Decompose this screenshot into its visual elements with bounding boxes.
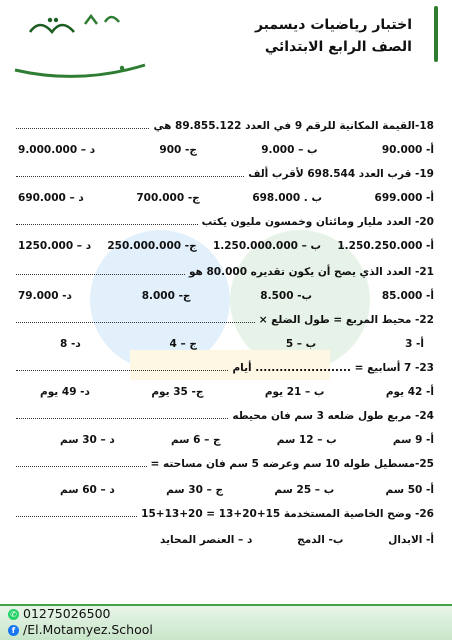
contact-info — [8, 606, 153, 638]
question-26 — [16, 508, 434, 520]
option-b: ب – 25 سم — [274, 484, 335, 496]
option-d: د – العنصر المحايد — [160, 534, 253, 546]
answer-dots — [16, 168, 244, 177]
answer-dots — [16, 458, 147, 467]
question-18 — [16, 120, 434, 132]
question-23-options — [40, 386, 434, 398]
header-accent-bar — [434, 6, 438, 62]
option-a: أ- 90.000 — [381, 144, 434, 156]
question-text: 21- العدد الذي يصح أن يكون تقديره 80.000 هو — [188, 266, 434, 278]
option-d: د – 9.000.000 — [18, 144, 96, 156]
question-22 — [16, 314, 434, 326]
question-19 — [16, 168, 434, 180]
question-26-options — [160, 534, 434, 546]
question-22-options — [60, 338, 424, 350]
option-a: أ- 85.000 — [381, 290, 434, 302]
whatsapp-icon: ✆ — [8, 609, 19, 620]
option-b: ب- 8.500 — [260, 290, 313, 302]
exam-title — [212, 14, 412, 58]
option-c: ج- 8.000 — [141, 290, 191, 302]
question-20 — [16, 216, 434, 228]
question-text: 19- قرب العدد 698.544 لأقرب ألف — [248, 168, 434, 180]
question-20-options — [18, 240, 434, 252]
option-b: ب – 21 يوم — [264, 386, 325, 398]
answer-dots — [16, 410, 228, 419]
option-b: ب . 698.000 — [252, 192, 322, 204]
option-a: أ- 50 سم — [385, 484, 434, 496]
option-c: ج- 250.000.000 — [107, 240, 197, 252]
answer-dots — [16, 216, 198, 225]
question-18-options — [18, 144, 434, 156]
option-b: ب – 1.250.000.000 — [212, 240, 322, 252]
option-c: ج – 6 سم — [170, 434, 221, 446]
brand-logo — [10, 10, 150, 80]
answer-dots — [16, 508, 137, 517]
question-text: 22- محيط المربع = طول الضلع × — [258, 314, 434, 326]
phone-row — [8, 606, 153, 622]
option-d: د- 49 يوم — [40, 386, 90, 398]
option-c: ج – 4 — [169, 338, 197, 350]
option-a: أ- 699.000 — [374, 192, 434, 204]
question-text: 26- وضح الخاصية المستخدمة 15+20+13 = 20+13+15 — [141, 508, 434, 520]
question-text: 18-القيمة المكانية للرقم 9 في العدد 89.855.122 هي — [153, 120, 434, 132]
question-19-options — [18, 192, 434, 204]
option-b: ب – 9.000 — [261, 144, 318, 156]
question-text: 20- العدد مليار ومائتان وخمسون مليون يكتب — [201, 216, 434, 228]
answer-dots — [16, 314, 255, 323]
option-c: ج- 700.000 — [136, 192, 200, 204]
option-b: ب – 5 — [285, 338, 317, 350]
option-c: ج- 900 — [159, 144, 197, 156]
option-d: د – 60 سم — [60, 484, 115, 496]
question-25-options — [60, 484, 434, 496]
answer-dots — [16, 362, 228, 371]
option-d: د- 8 — [60, 338, 81, 350]
option-a: أ- 1.250.250.000 — [337, 240, 434, 252]
option-b: ب- الدمج — [297, 534, 344, 546]
option-d: د – 690.000 — [18, 192, 84, 204]
option-a: أ- 3 — [405, 338, 424, 350]
option-c: ج – 30 سم — [166, 484, 224, 496]
option-d: د – 1250.000 — [18, 240, 92, 252]
question-23 — [16, 362, 434, 374]
question-25 — [16, 458, 434, 470]
option-c: ج- 35 يوم — [151, 386, 204, 398]
exam-title-line1: اختبار رياضيات ديسمبر — [254, 17, 412, 33]
facebook-icon: f — [8, 625, 19, 636]
option-a: أ- 42 يوم — [385, 386, 434, 398]
facebook-row — [8, 622, 153, 638]
question-text: 23- 7 أسابيع = ........................ أيام — [232, 362, 434, 374]
facebook-page: /El.Motamyez.School — [23, 622, 153, 637]
phone-number: 01275026500 — [23, 606, 111, 621]
option-a: أ- 9 سم — [392, 434, 434, 446]
question-24-options — [60, 434, 434, 446]
answer-dots — [16, 120, 149, 129]
question-24 — [16, 410, 434, 422]
option-a: أ- الابدال — [388, 534, 434, 546]
question-text: 24- مربع طول ضلعه 3 سم فان محيطه — [232, 410, 434, 422]
question-text: 25-مسطيل طوله 10 سم وعرضه 5 سم فان مساحته = — [150, 458, 434, 470]
answer-dots — [16, 266, 185, 275]
option-d: د – 30 سم — [60, 434, 115, 446]
exam-title-line2: الصف الرابع الابتدائي — [264, 39, 412, 55]
question-21 — [16, 266, 434, 278]
question-21-options — [18, 290, 434, 302]
option-d: د- 79.000 — [18, 290, 72, 302]
option-b: ب – 12 سم — [276, 434, 337, 446]
